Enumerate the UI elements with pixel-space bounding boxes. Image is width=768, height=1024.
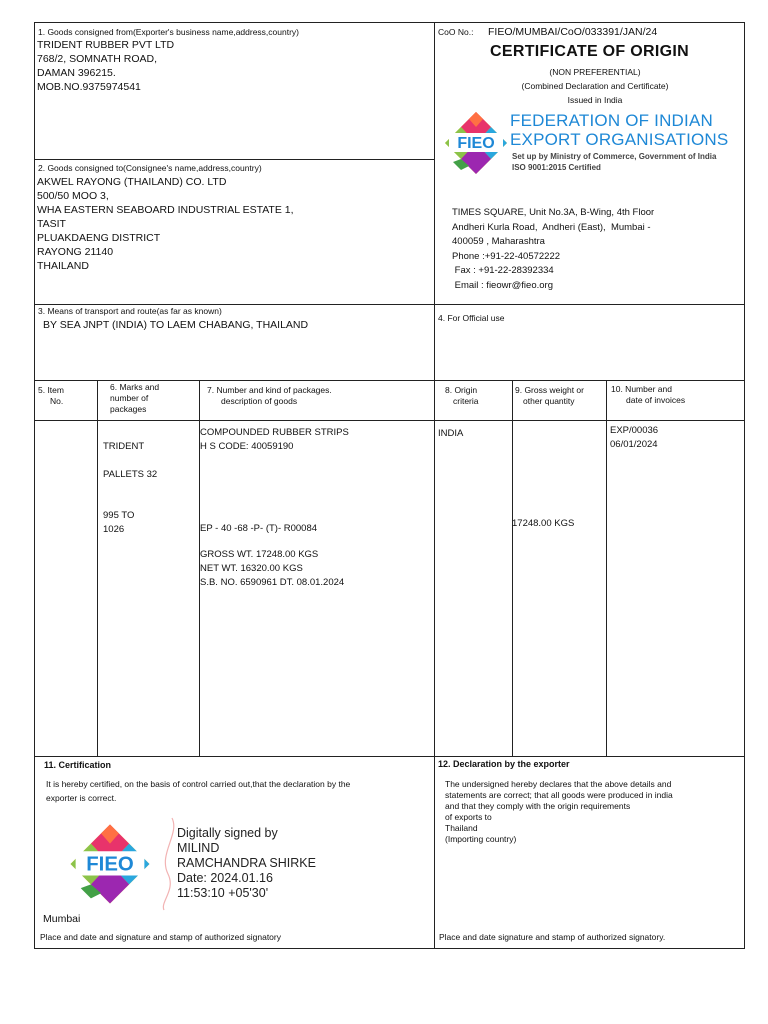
marks-line: 1026 (103, 524, 125, 535)
coo-label: CoO No.: (438, 27, 474, 37)
col-marks-header: 6. Marks and number of packages (110, 382, 160, 414)
exporter-line: TRIDENT RUBBER PVT LTD (37, 39, 175, 51)
email: Email : fieowr@fieo.org (452, 279, 553, 291)
declaration-line: statements are correct; that all goods were produced in india (445, 790, 673, 800)
title-sub-3: Issued in India (567, 95, 623, 105)
consignee-line: PLUAKDAENG DISTRICT (37, 232, 161, 244)
address-line: 400059 , Maharashtra (452, 236, 545, 247)
fieo-iso: ISO 9001:2015 Certified (512, 163, 601, 172)
declaration-line: The undersigned hereby declares that the above details and (445, 779, 672, 789)
importing-country: Thailand (445, 823, 478, 833)
col-item-header: 5. Item No. (38, 385, 64, 406)
consignee-line: RAYONG 21140 (37, 246, 114, 258)
box12-footer: Place and date signature and stamp of authorized signatory. (439, 932, 666, 942)
marks-line: PALLETS 32 (103, 469, 158, 480)
exporter-line: 768/2, SOMNATH ROAD, (37, 53, 158, 65)
fieo-address (452, 206, 654, 293)
fieo-logo-icon (443, 110, 509, 176)
declaration-line: (Importing country) (445, 834, 517, 844)
exporter-address (37, 38, 174, 94)
box12-label: 12. Declaration by the exporter (438, 759, 570, 769)
page-title: CERTIFICATE OF ORIGIN (490, 43, 689, 60)
phone: Phone :+91-22-40572222 (452, 250, 561, 262)
box11-label: 11. Certification (44, 760, 112, 770)
consignee-address (37, 175, 294, 273)
coo-number: FIEO/MUMBAI/CoO/033391/JAN/24 (488, 26, 658, 38)
digital-signature: Digitally signed by MILIND RAMCHANDRA SHIRKE Date: 2024.01.16 11:53:10 +05'30' (177, 826, 316, 900)
exporter-line: MOB.NO.9375974541 (37, 81, 141, 93)
box1-label: 1. Goods consigned from(Exporter's business name,address,country) (38, 27, 299, 37)
consignee-line: THAILAND (37, 260, 89, 272)
desc-line: COMPOUNDED RUBBER STRIPS (200, 427, 349, 438)
declaration-line: of exports to (445, 812, 492, 822)
declaration-text (445, 779, 673, 845)
declaration-line: and that they comply with the origin requirements (445, 801, 631, 811)
title-sub-2: (Combined Declaration and Certificate) (521, 81, 669, 91)
hs-code: H S CODE: 40059190 (200, 441, 294, 452)
cert-text-2: exporter is correct. (46, 793, 117, 803)
place: Mumbai (43, 913, 81, 925)
transport-route: BY SEA JNPT (INDIA) TO LAEM CHABANG, THAILAND (43, 319, 309, 331)
consignee-line: WHA EASTERN SEABOARD INDUSTRIAL ESTATE 1, (37, 204, 294, 216)
consignee-line: TASIT (37, 218, 66, 230)
cert-text-1: It is hereby certified, on the basis of control carried out,that the declaration by the (46, 779, 351, 789)
box4-label: 4. For Official use (438, 313, 505, 323)
weight-value: 17248.00 KGS (512, 518, 575, 529)
box2-label: 2. Goods consigned to(Consignee's name,address,country) (38, 163, 262, 173)
invoice-number: EXP/00036 (610, 425, 659, 436)
col-invoice-header: 10. Number and date of invoices (611, 384, 686, 405)
shipping-bill: S.B. NO. 6590961 DT. 08.01.2024 (200, 577, 345, 588)
fieo-stamp-icon (68, 822, 152, 906)
gross-weight: GROSS WT. 17248.00 KGS (200, 549, 319, 560)
desc-line: EP - 40 -68 -P- (T)- R00084 (200, 523, 318, 534)
fieo-stamp (68, 822, 152, 906)
box3-label: 3. Means of transport and route(as far as known) (38, 306, 222, 316)
invoice-date: 06/01/2024 (610, 439, 658, 450)
net-weight: NET WT. 16320.00 KGS (200, 563, 303, 574)
origin-value: INDIA (438, 428, 464, 439)
svg-text:FIEO: FIEO (457, 135, 495, 152)
col-weight-header: 9. Gross weight or other quantity (515, 385, 584, 406)
exporter-line: DAMAN 396215. (37, 67, 116, 79)
address-line: TIMES SQUARE, Unit No.3A, B-Wing, 4th Floor (452, 207, 655, 218)
consignee-line: AKWEL RAYONG (THAILAND) CO. LTD (37, 176, 227, 188)
fax: Fax : +91-22-28392334 (452, 265, 554, 276)
box11-footer: Place and date and signature and stamp of authorized signatory (40, 932, 281, 942)
consignee-line: 500/50 MOO 3, (37, 190, 109, 202)
address-line: Andheri Kurla Road, Andheri (East), Mumbai - (452, 221, 651, 233)
col-desc-header: 7. Number and kind of packages. description of goods (207, 385, 332, 406)
fieo-logo (443, 110, 509, 176)
marks-line: 995 TO (103, 510, 135, 521)
col-origin-header: 8. Origin criteria (445, 385, 479, 406)
fieo-name-2: EXPORT ORGANISATIONS (510, 130, 729, 149)
fieo-tagline: Set up by Ministry of Commerce, Government of India (512, 152, 717, 161)
title-sub-1: (NON PREFERENTIAL) (549, 67, 641, 77)
fieo-name-1: FEDERATION OF INDIAN (510, 111, 713, 130)
svg-text:FIEO: FIEO (86, 853, 134, 876)
marks-line: TRIDENT (103, 441, 145, 452)
